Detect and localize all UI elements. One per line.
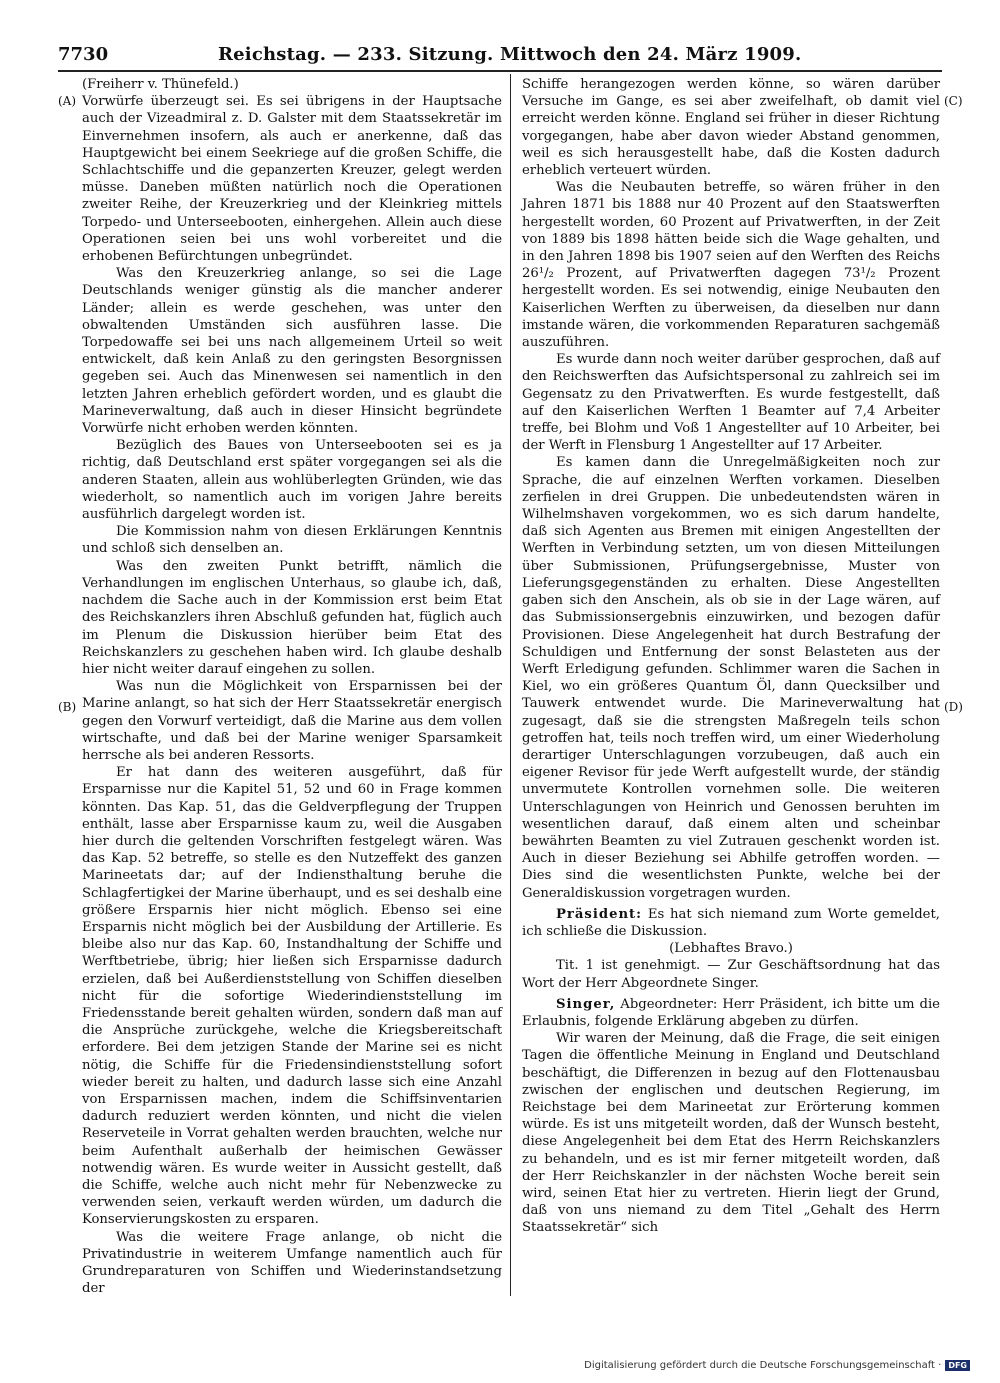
footer-text: Digitalisierung gefördert durch die Deutsche Forschungsgemeinschaft · xyxy=(584,1360,942,1371)
speaker-attribution: (Freiherr v. Thünefeld.) xyxy=(82,77,239,92)
paragraph: Was nun die Möglichkeit von Ersparnissen bei der Marine anlangt, so hat sich der Herr Staatssekretär energisch gegen den Vorwurf verteidigt, daß die Marine aus dem vollen wirtschafte, und daß bei der Marine weniger Sparsamkeit herrsche als bei anderen Ressorts. xyxy=(82,679,502,763)
dfg-logo: DFG xyxy=(945,1360,970,1371)
right-column xyxy=(522,76,940,1237)
paragraph: Die Kommission nahm von diesen Erklärungen Kenntnis und schloß sich denselben an. xyxy=(82,524,502,557)
president-label: Präsident: xyxy=(556,906,643,922)
left-column xyxy=(82,76,502,1297)
paragraph: Schiffe herangezogen werden könne, so wären darüber Versuche im Gange, es sei aber zweifelhaft, ob damit viel erreicht werden könne. England sei früher in dieser Richtung vorgegangen, habe aber davon wieder Abstand genommen, weil es sich herausgestellt habe, daß die Kosten dadurch erheblich verteuert würden. xyxy=(522,77,940,179)
paragraph: Was den zweiten Punkt betrifft, nämlich die Verhandlungen im englischen Unterhaus, so glaube ich, daß, nachdem die Sache auch in der Kommission erst beim Etat des Reichskanzlers ihren Abschluß gefunden hat, füglich auch im Plenum die Diskussion hierüber beim Etat des Reichskanzlers zu geschehen haben wird. Ich glaube deshalb hier nicht weiter darauf eingehen zu sollen. xyxy=(82,558,502,677)
president-text: Es hat sich niemand zum Worte gemeldet, ich schließe die Diskussion. xyxy=(522,906,940,939)
paragraph: Vorwürfe überzeugt sei. Es sei übrigens in der Hauptsache auch der Vizeadmiral z. D. Galster mit dem Staatssekretär im Einvernehmen insofern, als auch er anerkenne, daß das Hauptgewicht bei einem Seekriege auf die großen Schiffe, die Schlachtschiffe und die gepanzerten Kreuzer, gelegt werden müsse. Daneben müßten natürlich noch die Operationen zweiter Reihe, der Kreuzerkrieg und der Kleinkrieg mittels Torpedo- und Unterseebooten, einhergehen. Allein auch diese Operationen seien bei uns wohl vorbereitet und die erhobenen Befürchtungen unbegründet. xyxy=(82,94,502,265)
title-approval: Tit. 1 ist genehmigt. — Zur Geschäftsordnung hat das Wort der Herr Abgeordnete Singer. xyxy=(522,958,940,991)
margin-mark-b: (B) xyxy=(58,700,77,714)
president-statement xyxy=(522,906,940,940)
paragraph: Es wurde dann noch weiter darüber gesprochen, daß auf den Reichswerften das Aufsichtspersonal zu zahlreich sei im Gegensatz zu den Privatwerften. Es wurde festgestellt, daß auf den Kaiserlichen Werften 1 Beamter auf 7,4 Arbeiter treffe, bei Blohm und Voß 1 Angestellter auf 10 Arbeiter, bei der Werft in Flensburg 1 Angestellter auf 17 Arbeiter. xyxy=(522,352,940,454)
margin-mark-c: (C) xyxy=(944,94,963,108)
paragraph: Was den Kreuzerkrieg anlange, so sei die Lage Deutschlands weniger günstig als die mancher anderer Länder; allein es werde geschehen, was unter den obwaltenden Umständen sich ausführen lasse. Die Torpedowaffe sei bei uns nach allgemeinem Urteil so weit entwickelt, daß kein Anlaß zu den geringsten Besorgnissen gegeben sei. Auch das Minenwesen sei namentlich in den letzten Jahren erheblich gefördert worden, und es glaubt die Marineverwaltung, daß auch in dieser Hinsicht begründete Vorwürfe nicht erhoben werden könnten. xyxy=(82,266,502,437)
footer-credit xyxy=(584,1360,970,1371)
singer-statement xyxy=(522,996,940,1030)
paragraph: Bezüglich des Baues von Unterseebooten sei es ja richtig, daß Deutschland erst später vorgegangen sei als die anderen Staaten, allein aus wohlüberlegten Gründen, wie das wiederholt, so namentlich auch im vorigen Jahre bereits ausführlich dargelegt worden ist. xyxy=(82,438,502,523)
running-title: Reichstag. — 233. Sitzung. Mittwoch den 24. März 1909. xyxy=(218,44,802,65)
margin-mark-a: (A) xyxy=(58,94,77,108)
margin-mark-d: (D) xyxy=(944,700,963,714)
page-header xyxy=(58,38,942,72)
singer-text: Abgeordneter: Herr Präsident, ich bitte um die Erlaubnis, folgende Erklärung abgeben zu dürfen. xyxy=(522,996,940,1029)
paragraph: Was die weitere Frage anlange, ob nicht die Privatindustrie in weiterem Umfange namentlich auch für Grundreparaturen von Schiffen und Wiederinstandsetzung der xyxy=(82,1229,502,1297)
applause-note: (Lebhaftes Bravo.) xyxy=(669,941,793,957)
page-number: 7730 xyxy=(58,44,109,65)
paragraph: Was die Neubauten betreffe, so wären früher in den Jahren 1871 bis 1888 nur 40 Prozent auf den Staatswerften hergestellt worden, 60 Prozent auf Privatwerften, in der Zeit von 1889 bis 1898 hätten beide sich die Wage gehalten, und in den Jahren 1898 bis 1907 seien auf den Werften des Reichs 26¹/₂ Prozent, auf Privatwerften dagegen 73¹/₂ Prozent hergestellt worden. Es sei notwendig, einige Neubauten den Kaiserlichen Werften zu überweisen, da dieselben nur dann imstande wären, die vorkommenden Reparaturen sachgemäß auszuführen. xyxy=(522,180,940,351)
paragraph: Er hat dann des weiteren ausgeführt, daß für Ersparnisse nur die Kapitel 51, 52 und 60 in Frage kommen könnten. Das Kap. 51, das die Geldverpflegung der Truppen enthält, lasse aber Ersparnisse kaum zu, weil die Ausgaben hier durch die geltenden Vorschriften festgelegt wären. Was das Kap. 52 betreffe, so stelle es den Nutzeffekt des ganzen Marineetats dar; auf der Indiensthaltung beruhe die Schlagfertigkei der Marine überhaupt, und es sei deshalb eine größere Ersparnis hier nicht möglich. Ebenso sei eine Ersparnis nicht möglich bei der Ausbildung der Artillerie. Es bleibe also nur das Kap. 60, Instandhaltung der Schiffe und Werftbetriebe, übrig; hier ließen sich Ersparnisse dadurch erzielen, daß bei Außerdienststellung von Schiffen dieselben nicht für die sofortige Wiederindienststellung im Friedensstande bereit gehalten würden, sondern daß man auf die Ansprüche zurückgehe, welche die Kriegsbereitschaft erfordere. Bei dem jetzigen Stande der Marine sei es nicht nötig, die Schiffe für die Friedensindienststellung sofort wieder bereit zu halten, und dadurch lasse sich eine Anzahl von Ersparnissen machen, indem die Schiffsinventarien dadurch reduziert werden könnten, und nicht die vielen Reserveteile in Vorrat gehalten werden brauchten, welche nur beim Aufenthalt außerhalb der heimischen Gewässer notwendig wären. Es wurde weiter in Aussicht gestellt, daß die Schiffe, welche auch nicht mehr für Nebenzwecke zu verwenden seien, verkauft werden würden, um dadurch die Konservierungskosten zu ersparen. xyxy=(82,765,502,1228)
singer-label: Singer, xyxy=(556,996,616,1012)
paragraph: Wir waren der Meinung, daß die Frage, die seit einigen Tagen die öffentliche Meinung in England und Deutschland beschäftigt, die Differenzen in bezug auf den Flottenausbau zwischen der englischen und deutschen Regierung, im Reichstage bei dem Marineetat zur Erörterung kommen würde. Es ist uns mitgeteilt worden, daß der Wunsch besteht, diese Angelegenheit bei dem Etat des Herrn Reichskanzlers zu behandeln, und es ist mir ferner mitgeteilt worden, daß der Herr Reichskanzler in der nächsten Woche bereit sein wird, seinen Etat hier zu vertreten. Hierin liegt der Grund, daß von uns niemand zu dem Titel „Gehalt des Herrn Staatssekretär“ sich xyxy=(522,1031,940,1236)
paragraph: Es kamen dann die Unregelmäßigkeiten noch zur Sprache, die auf einzelnen Werften vorkamen. Dieselben zerfielen in drei Gruppen. Die unbedeutendsten wären in Wilhelmshaven vorgekommen, wo es sich darum handelte, daß sich Agenten aus Bremen mit einigen Angestellten der Werften in Verbindung setzten, um von diesen Mitteilungen über Submissionen, Prüfungsergebnisse, Muster von Lieferungsgegenständen zu erhalten. Diese Angestellten gaben sich den Anschein, als ob sie in der Lage wären, auf das Submissionsergebnis einzuwirken, und bezogen dafür Provisionen. Diese Angelegenheit hat durch Bestrafung der Schuldigen und Entfernung der sonst Belasteten aus der Werft Erledigung gefunden. Schlimmer waren die Sachen in Kiel, wo ein größeres Quantum Öl, dann Quecksilber und Tauwerk entwendet wurde. Die Marineverwaltung hat zugesagt, daß sie die strengsten Maßregeln teils schon getroffen hat, teils noch treffen wird, um einer Wiederholung derartiger Unterschlagungen vorzubeugen, daß auch ein eigener Revisor für jede Werft aufgestellt wurde, der ständig unvermutete Kontrollen vornehmen solle. Die weiteren Unterschlagungen von Heinrich und Genossen beruhten im wesentlichen darauf, daß einem alten und scheinbar bewährten Beamten zu viel Zutrauen geschenkt worden ist. Auch in dieser Beziehung sei Abhilfe getroffen worden. — Dies sind die wesentlichsten Punkte, welche bei der Generaldiskussion vorgetragen wurden. xyxy=(522,455,940,901)
column-divider xyxy=(510,74,511,1296)
